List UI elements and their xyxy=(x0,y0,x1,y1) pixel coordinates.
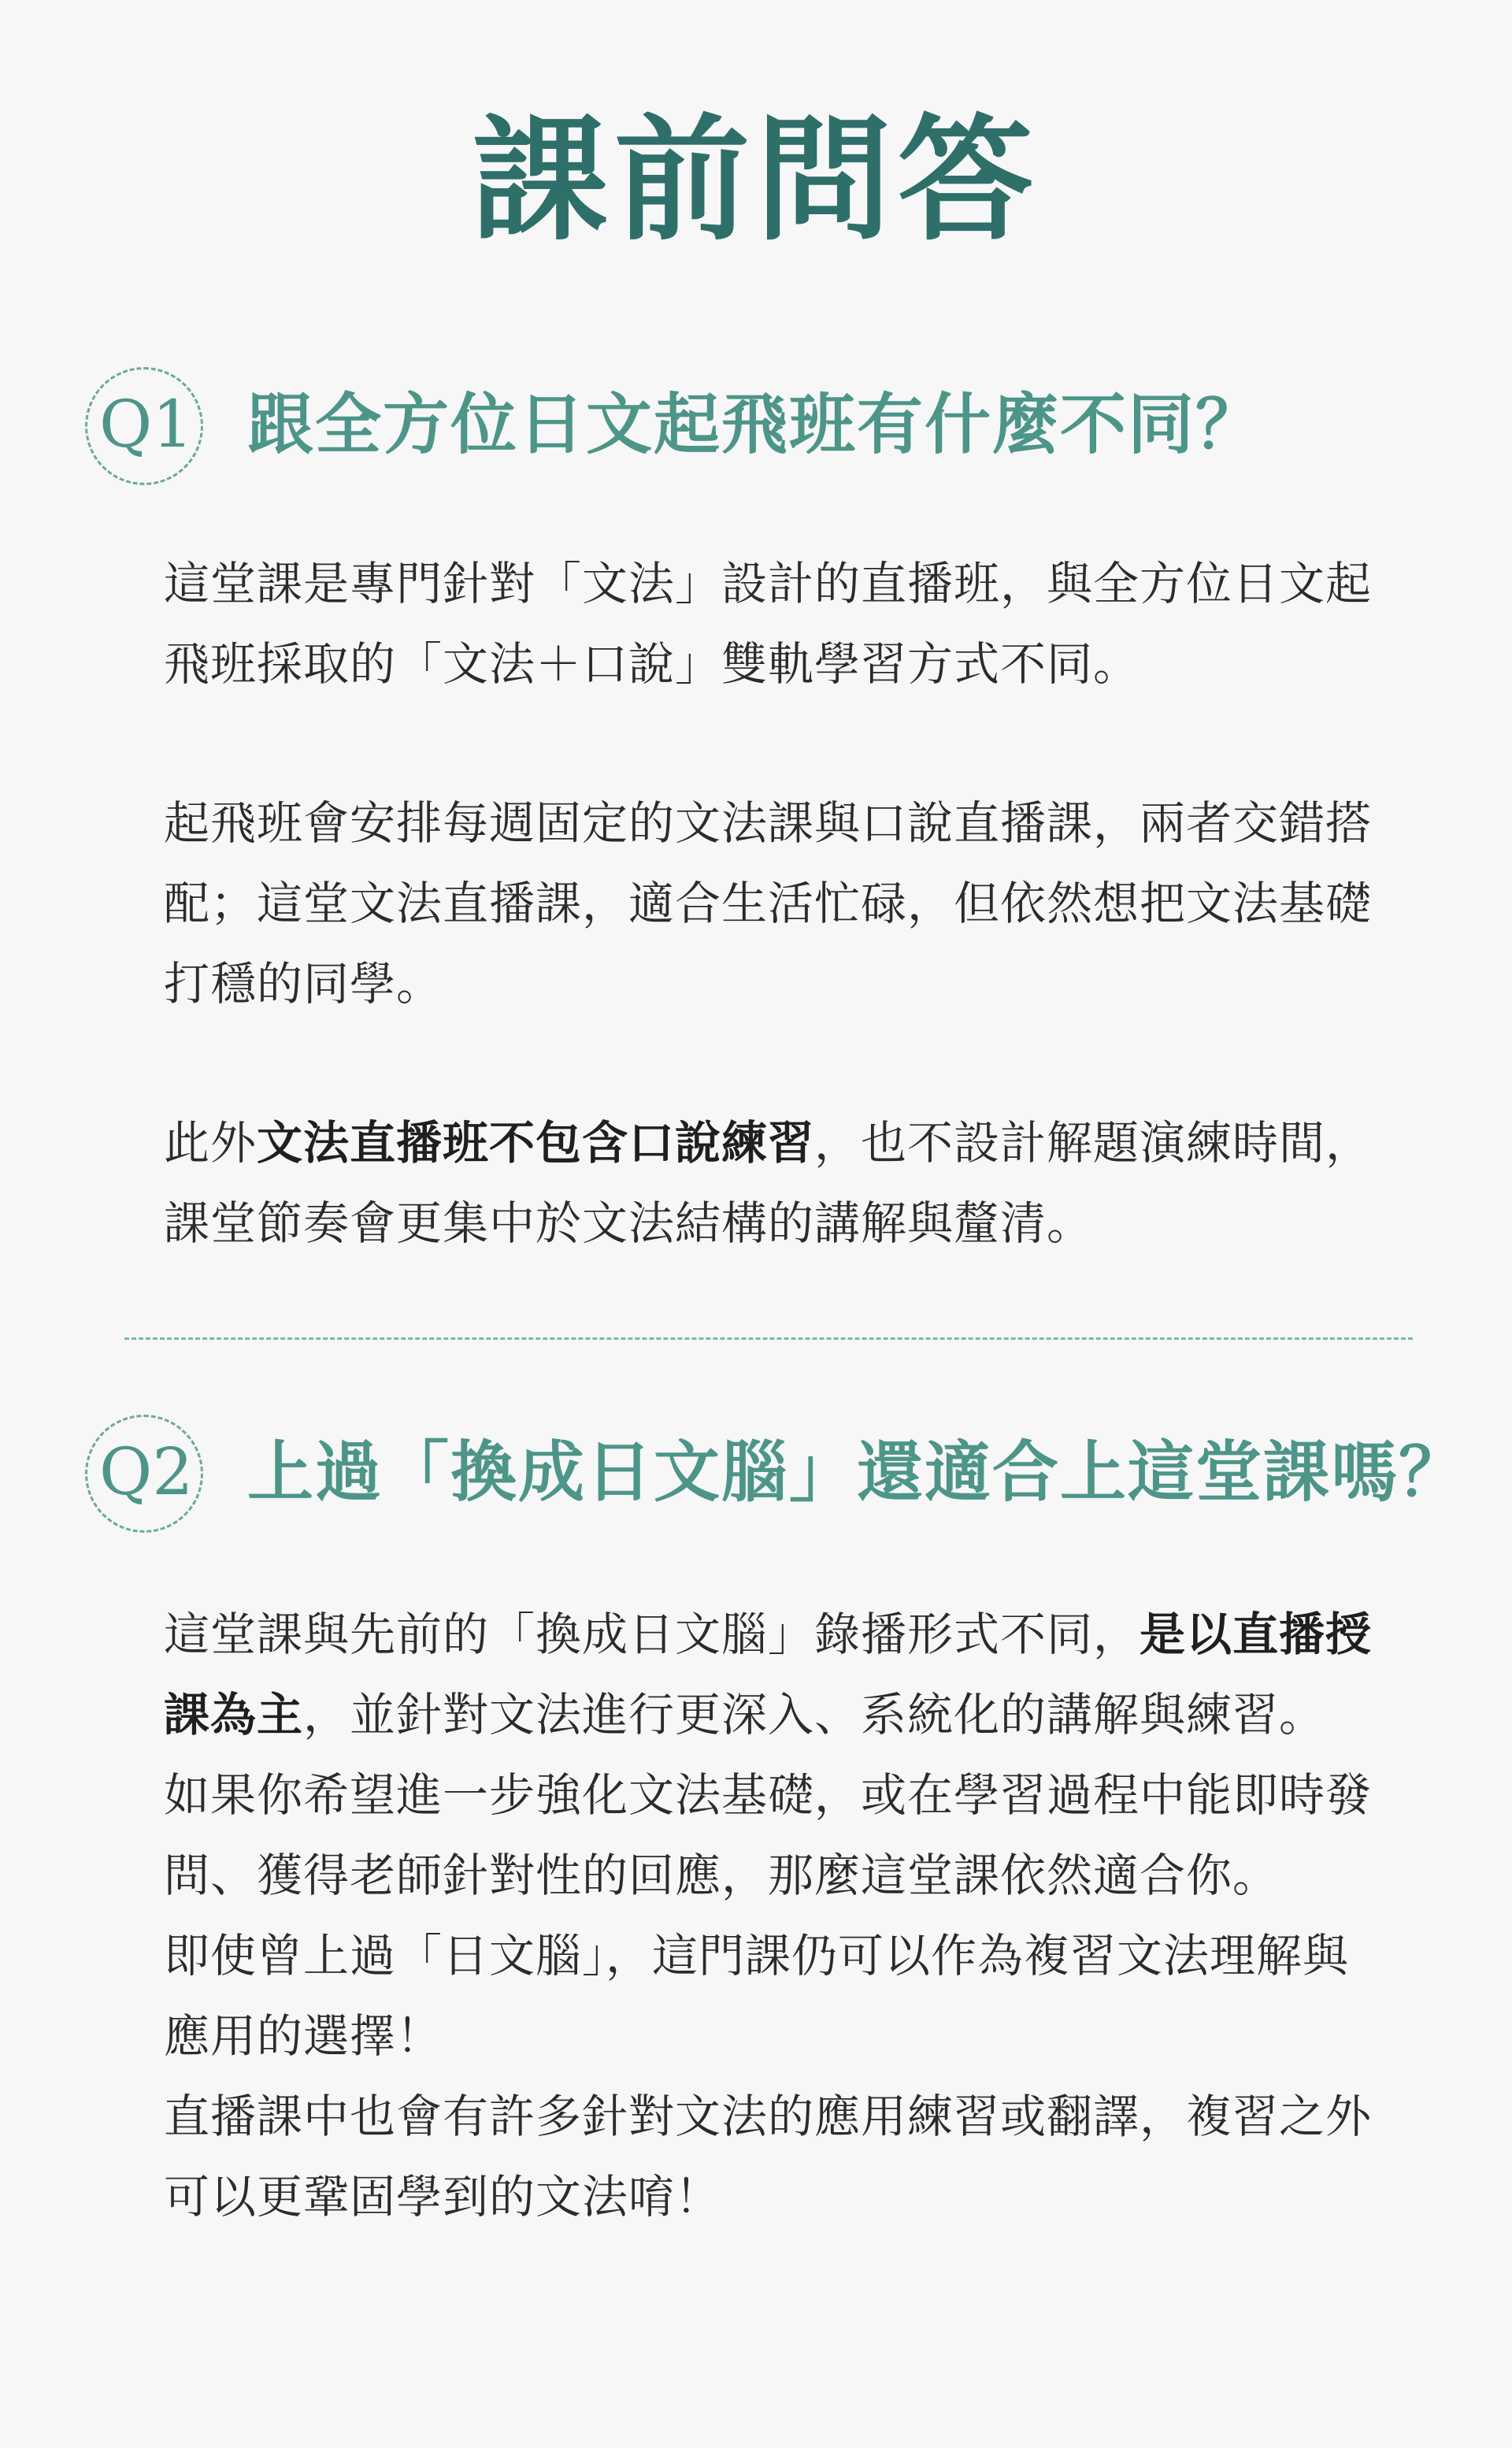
answer-text-segment: ，並針對文法進行更深入、系統化的講解與練習。 xyxy=(303,1688,1326,1741)
answer-text-segment: 此外 xyxy=(164,1116,258,1170)
answer-paragraph xyxy=(164,1594,1392,1755)
question-header xyxy=(85,367,1440,501)
question-block-2 xyxy=(85,1415,1467,2224)
section-divider xyxy=(124,1337,1413,1340)
answer-paragraph: 如果你希望進一步強化文法基礎，或在學習過程中能即時發問、獲得老師針對性的回應，那麼這堂課依然適合你。 xyxy=(164,1768,1373,1902)
answer-emphasis: 是以直播授課為主 xyxy=(164,1608,1373,1741)
question-block-1 xyxy=(85,367,1440,1250)
answer-paragraph: 起飛班會安排每週固定的文法課與口說直播課，兩者交錯搭配；這堂文法直播課，適合生活忙碌，但依然想把文法基礎打穩的同學。 xyxy=(164,796,1373,1011)
question-title: 上過「換成日文腦」還適合上這堂課嗎？ xyxy=(247,1433,1467,1511)
answer-paragraph: 這堂課是專門針對「文法」設計的直播班，與全方位日文起飛班採取的「文法＋口說」雙軌學習方式不同。 xyxy=(164,557,1373,691)
question-badge-label: Q2 xyxy=(99,1435,194,1510)
answer-text-segment: 這堂課與先前的「換成日文腦」錄播形式不同， xyxy=(164,1608,1140,1661)
answer-emphasis: 文法直播班不包含口說練習 xyxy=(257,1116,815,1170)
answer-text xyxy=(164,543,1392,1263)
answer-text-segment: ，也不設計解題演練時間，課堂節奏會更集中於文法結構的講解與釐清。 xyxy=(164,1116,1373,1250)
answer-paragraph: 即使曾上過「日文腦」，這門課仍可以作為複習文法理解與應用的選擇！ xyxy=(164,1929,1350,2063)
question-badge-label: Q1 xyxy=(99,388,194,462)
answer-paragraph xyxy=(164,1103,1392,1263)
answer-text xyxy=(164,1594,1392,2237)
question-header xyxy=(85,1415,1467,1549)
question-title: 跟全方位日文起飛班有什麼不同？ xyxy=(247,385,1264,463)
page-title: 課前問答 xyxy=(472,99,1040,259)
answer-paragraph: 直播課中也會有許多針對文法的應用練習或翻譯，複習之外可以更鞏固學到的文法唷！ xyxy=(164,2090,1373,2224)
